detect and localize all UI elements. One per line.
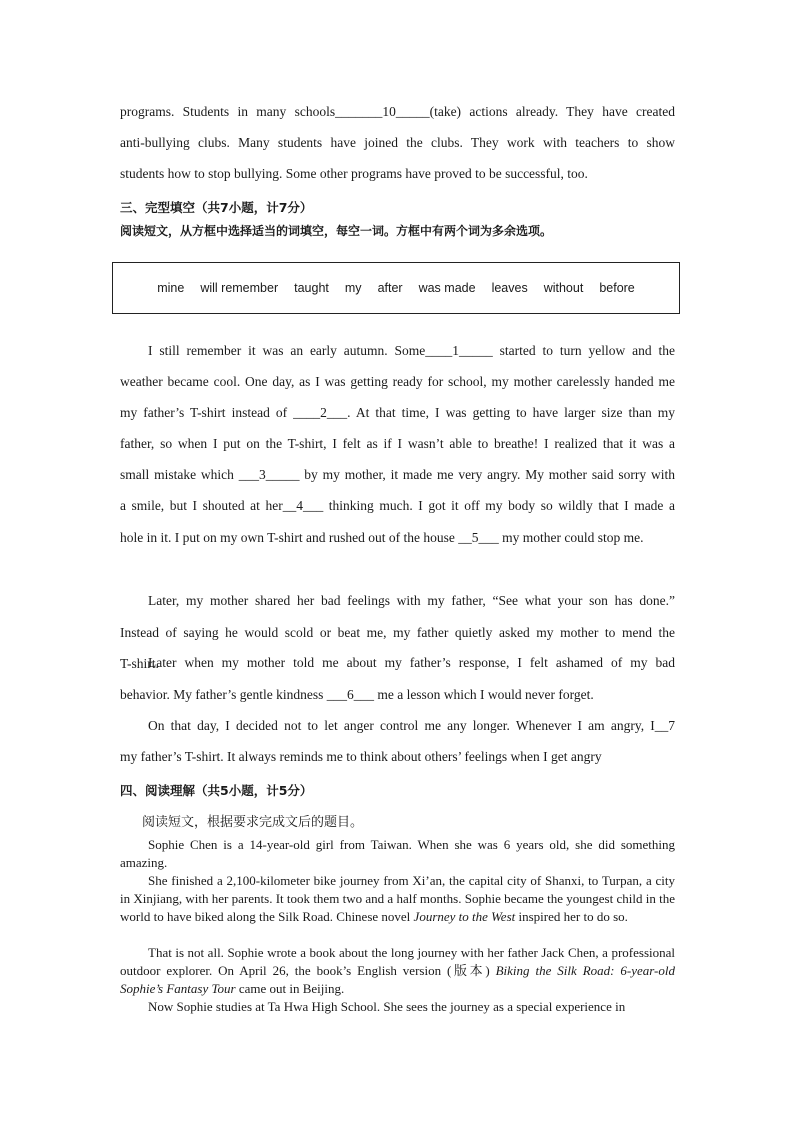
passage-line: Later when my mother told me about my father’s response, I felt ashamed of my bad bbox=[148, 655, 675, 670]
passage-line: anti-bullying clubs. Many students have joined the clubs. They work with teachers to show bbox=[120, 135, 675, 150]
paragraph bbox=[120, 872, 675, 926]
passage-line: On that day, I decided not to let anger control me any longer. Whenever I am angry, I__7 bbox=[148, 718, 675, 733]
word-option: without bbox=[543, 281, 584, 295]
text-segment: came out in Beijing. bbox=[235, 981, 345, 996]
passage-line: behavior. My father’s gentle kindness ___6___ me a lesson which I would never forget. bbox=[120, 687, 594, 702]
passage-line: hole in it. I put on my own T-shirt and rushed out of the house __5___ my mother could stop me. bbox=[120, 530, 644, 545]
section-instruction: 阅读短文，从方框中选择适当的词填空，每空一词。方框中有两个词为多余选项。 bbox=[120, 224, 553, 238]
passage-line: I still remember it was an early autumn. Some____1_____ started to turn yellow and the bbox=[148, 343, 675, 358]
passage-line: T-shirt. bbox=[120, 656, 159, 671]
passage-line: students how to stop bullying. Some other programs have proved to be successful, too. bbox=[120, 166, 588, 181]
passage-line bbox=[120, 104, 675, 120]
passage-line: weather became cool. One day, as I was getting ready for school, my mother carelessly handed me bbox=[120, 374, 675, 389]
passage-line: small mistake which ___3_____ by my mother, it made me very angry. My mother said sorry with bbox=[120, 467, 675, 482]
word-option: my bbox=[344, 281, 362, 295]
word-option: mine bbox=[157, 281, 185, 295]
paragraph: Now Sophie studies at Ta Hwa High School. She sees the journey as a special experience in bbox=[148, 999, 626, 1014]
passage-line: my father’s T-shirt. It always reminds me to think about others’ feelings when I get angry bbox=[120, 749, 602, 764]
paragraph bbox=[120, 944, 675, 998]
passage-line: Later, my mother shared her bad feelings with my father, “See what your son has done.” bbox=[148, 593, 675, 608]
section-instruction: 阅读短文，根据要求完成文后的题目。 bbox=[142, 815, 364, 830]
word-option: after bbox=[377, 281, 403, 295]
word-option: will remember bbox=[200, 281, 279, 295]
book-title: Journey to the West bbox=[413, 909, 516, 924]
word-option: taught bbox=[294, 281, 329, 295]
blank-10: _______10_____ bbox=[335, 104, 430, 119]
passage-line: a smile, but I shouted at her__4___ thinking much. I got it off my body so wildly that I made a bbox=[120, 498, 675, 513]
passage-line: my father’s T-shirt instead of ____2___. At that time, I was getting to have larger size than my bbox=[120, 405, 675, 420]
word-option: leaves bbox=[491, 281, 528, 295]
word-box bbox=[112, 262, 680, 314]
book-title: Biking the Silk Road: 6-year-old Sophie’s Fantasy Tour bbox=[120, 963, 675, 996]
text-segment: She finished a 2,100-kilometer bike journey from Xi’an, the capital city of Shanxi, to Turpan, a city in Xinjiang, with her parents. It took them two and a half months. Sophie became the youngest child in the world to have biked along the Silk Road. Chinese novel bbox=[120, 873, 675, 924]
section-heading: 三、完型填空（共7小题，计7分） bbox=[120, 200, 313, 215]
text-segment: inspired her to do so. bbox=[515, 909, 628, 924]
word-option: was made bbox=[418, 281, 476, 295]
word-option: before bbox=[599, 281, 635, 295]
passage-line: Instead of saying he would scold or beat me, my father quietly asked my mother to mend the bbox=[120, 625, 675, 640]
passage-line: father, so when I put on the T-shirt, I felt as if I wasn’t able to breathe! I realized that it was a bbox=[120, 436, 675, 451]
section-heading: 四、阅读理解（共5小题，计5分） bbox=[120, 783, 313, 798]
text-segment: That is not all. Sophie wrote a book about the long journey with her father Jack Chen, a professional outdoor explorer. On April 26, the book’s English version (版本) bbox=[120, 945, 675, 978]
text-segment: programs. Students in many schools bbox=[120, 104, 336, 119]
paragraph: Sophie Chen is a 14-year-old girl from Taiwan. When she was 6 years old, she did something amazing. bbox=[120, 837, 675, 870]
text-segment: (take) actions already. They have created bbox=[429, 104, 675, 119]
